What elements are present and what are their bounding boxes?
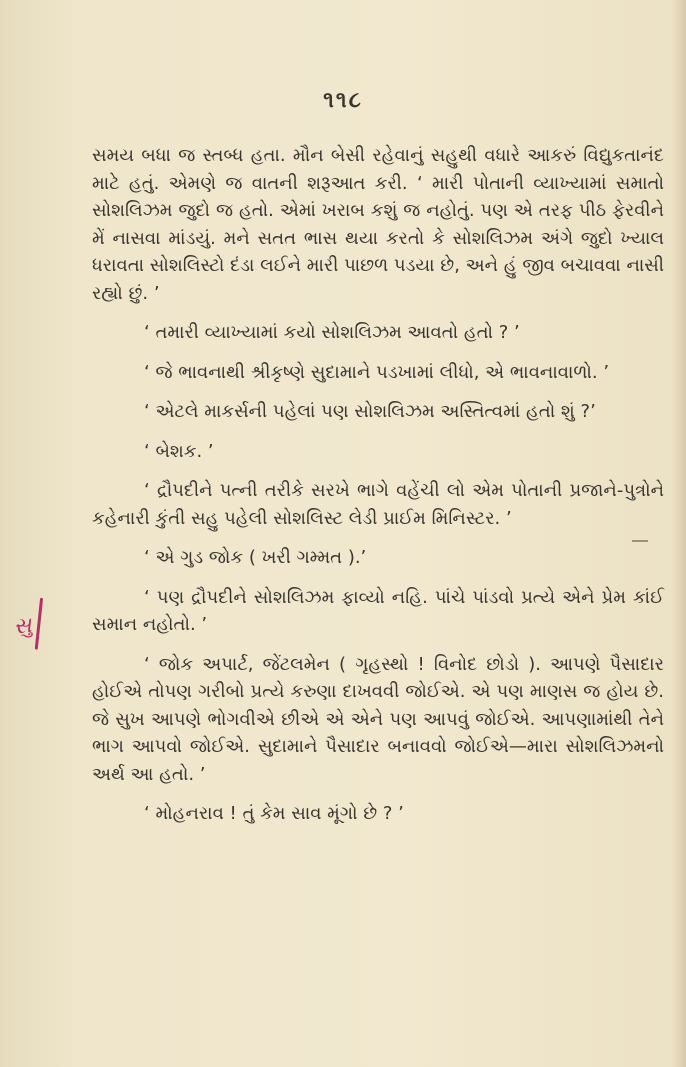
- paragraph: ‘ જે ભાવનાથી શ્રીકૃષ્ણે સુદામાને પડખામાં લીધો, એ ભાવનાવાળો. ’: [144, 361, 610, 383]
- page-edge-shadow: [672, 0, 686, 1067]
- margin-mark-icon: [35, 598, 43, 650]
- paragraph: ‘ મોહનરાવ ! તું કેમ સાવ મૂંગો છે ? ’: [144, 803, 404, 824]
- paragraph: ‘ એટલે માકર્સની પહેલાં પણ સોશલિઝમ અસ્તિત્વમાં હતો શું ?’: [144, 401, 596, 422]
- paragraph: ‘ તમારી વ્યાખ્યામાં કયો સોશલિઝમ આવતો હતો ? ’: [144, 322, 520, 343]
- paragraph: ‘ જોક અપાર્ટ, જેંટલમેન ( ગૃહસ્થો ! વિનોદ છોડો ). આપણે પૈસાદાર હોઈએ તોપણ ગરીબો પ્રત્યે કરુણા દાખવવી જોઈએ. એ પણ માણસ જ હોય છે. જે સુખ આપણે ભોગવીએ છીએ એ એને પણ આપવું જોઈએ. આપણામાંથી તેને ભાગ આપવો જોઈએ. સુદામાને પૈસાદાર બનાવવો જોઈએ—મારા સોશલિઝમનો અર્થ આ હતો. ’: [92, 653, 664, 785]
- paragraph: સમય બધા જ સ્તબ્ધ હતા. મૌન બેસી રહેવાનું સહુથી વધારે આકરું વિદ્યુકતાનંદ માટે હતું. એમણે જ વાતની શરૂઆત કરી. ‘ મારી પોતાની વ્યાખ્યામાં સમાતો સોશલિઝમ જુદો જ હતો. એમાં ખરાબ કશું જ નહોતું. પણ એ તરફ પીઠ ફેરવીને મેં નાસવા માંડયું. મને સતત ભાસ થયા કરતો કે સોશલિઝમ અંગે જુદો ખ્યાલ ધરાવતા સોશલિસ્ટો દંડા લઈને મારી પાછળ પડયા છે, અને હું જીવ બચાવવા નાસી રહ્યો છું. ’: [92, 145, 664, 304]
- paragraph: ‘ બેશક. ’: [144, 440, 214, 462]
- paragraph: ‘ એ ગુડ જોક ( ખરી ગમ્મત ).’: [144, 547, 367, 568]
- paragraph: ‘ પણ દ્રૌપદીને સોશલિઝમ ફાવ્યો નહિ. પાંચે પાંડવો પ્રત્યે એને પ્રેમ કાંઈ સમાન નહોતો. ’: [92, 586, 664, 635]
- margin-note-text: સુ: [11, 612, 34, 641]
- page-number: ૧૧૮: [323, 88, 363, 113]
- body-text: [92, 142, 664, 840]
- paragraph: ‘ દ્રૌપદીને પત્ની તરીકે સરખે ભાગે વહેંચી લો એમ પોતાની પ્રજાને-પુત્રોને કહેનારી કુંતી સહુ પહેલી સોશલિસ્ટ લેડી પ્રાઈમ મિનિસ્ટર. ’: [92, 480, 664, 529]
- handwritten-margin-note: [10, 595, 64, 661]
